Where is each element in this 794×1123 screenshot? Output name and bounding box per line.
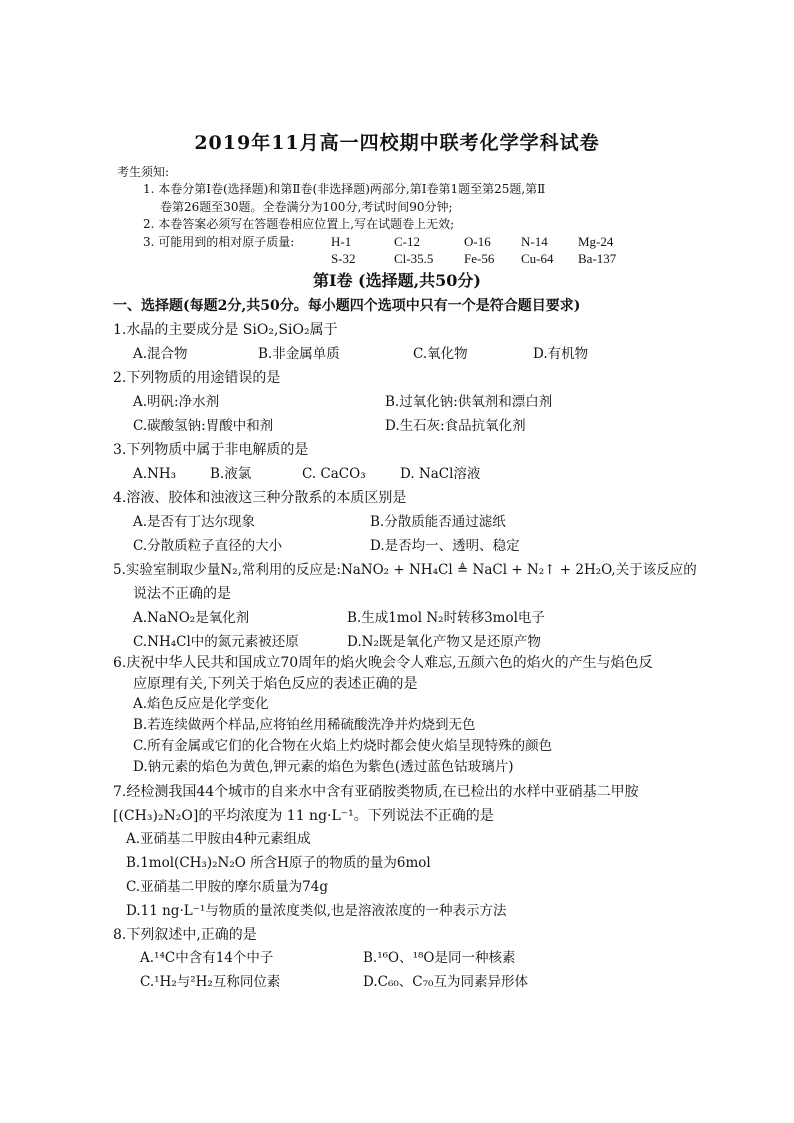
q6-option-c: C.所有金属或它们的化合物在火焰上灼烧时都会使火焰呈现特殊的颜色 — [133, 738, 553, 754]
q8-option-c: C.¹H₂与²H₂互称同位素 — [140, 974, 281, 990]
question-7-stem-cont: [(CH₃)₂N₂O]的平均浓度为 11 ng·L⁻¹。下列说法不正确的是 — [113, 808, 494, 824]
question-2-stem: 2.下列物质的用途错误的是 — [113, 370, 281, 386]
question-5-stem-cont: 说法不正确的是 — [133, 586, 231, 602]
mass-mg: Mg-24 — [578, 234, 614, 249]
question-1-stem: 1.水晶的主要成分是 SiO₂,SiO₂属于 — [113, 322, 338, 338]
q3-option-a: A.NH₃ — [133, 466, 177, 482]
q8-option-b: B.¹⁶O、¹⁸O是同一种核素 — [363, 950, 516, 966]
q4-option-b: B.分散质能否通过滤纸 — [370, 514, 506, 530]
question-3-stem: 3.下列物质中属于非电解质的是 — [113, 442, 309, 458]
q2-option-d: D.生石灰:食品抗氧化剂 — [385, 418, 526, 434]
question-5-stem: 5.实验室制取少量N₂,常利用的反应是:NaNO₂ + NH₄Cl ≜ NaCl + N₂↑ + 2H₂O,关于该反应的 — [113, 562, 697, 578]
q6-option-d: D.钠元素的焰色为黄色,钾元素的焰色为紫色(透过蓝色钴玻璃片) — [133, 759, 514, 775]
section-title: 第Ⅰ卷 (选择题,共50分) — [312, 271, 482, 290]
q2-option-c: C.碳酸氢钠:胃酸中和剂 — [133, 418, 274, 434]
notice-heading: 考生须知: — [117, 165, 170, 179]
mass-c: C-12 — [394, 234, 420, 249]
q7-option-a: A.亚硝基二甲胺由4种元素组成 — [126, 831, 311, 847]
q1-option-a: A.混合物 — [133, 346, 188, 362]
question-6-stem: 6.庆祝中华人民共和国成立70周年的焰火晚会令人难忘,五颜六色的焰火的产生与焰色反 — [113, 655, 653, 671]
question-6-stem-cont: 应原理有关,下列关于焰色反应的表述正确的是 — [133, 676, 418, 692]
question-4-stem: 4.溶液、胶体和浊液这三种分散系的本质区别是 — [113, 490, 407, 506]
exam-title: 2019年11月高一四校期中联考化学学科试卷 — [194, 132, 600, 154]
notice-item-1-cont: 卷第26题至30题。全卷满分为100分,考试时间90分钟; — [160, 200, 453, 214]
q6-option-a: A.焰色反应是化学变化 — [133, 696, 269, 712]
q3-option-b: B.液氯 — [210, 466, 252, 482]
mass-cu: Cu-64 — [521, 251, 554, 266]
mass-o: O-16 — [464, 234, 491, 249]
mass-fe: Fe-56 — [464, 251, 495, 266]
q2-option-a: A.明矾:净水剂 — [133, 394, 220, 410]
q5-option-b: B.生成1mol N₂时转移3mol电子 — [347, 610, 545, 626]
q1-option-b: B.非金属单质 — [258, 346, 340, 362]
mass-h: H-1 — [331, 234, 352, 249]
mass-n: N-14 — [521, 234, 548, 249]
q5-option-d: D.N₂既是氧化产物又是还原产物 — [347, 634, 541, 650]
part-heading: 一、选择题(每题2分,共50分。每小题四个选项中只有一个是符合题目要求) — [113, 298, 581, 314]
q4-option-c: C.分散质粒子直径的大小 — [133, 538, 283, 554]
notice-item-1: 1. 本卷分第Ⅰ卷(选择题)和第Ⅱ卷(非选择题)两部分,第Ⅰ卷第1题至第25题,第Ⅱ — [143, 182, 546, 196]
mass-ba: Ba-137 — [578, 251, 617, 266]
q2-option-b: B.过氧化钠:供氧剂和漂白剂 — [385, 394, 553, 410]
mass-cl: Cl-35.5 — [394, 251, 434, 266]
notice-item-2: 2. 本卷答案必须写在答题卷相应位置上,写在试题卷上无效; — [143, 217, 455, 231]
q4-option-a: A.是否有丁达尔现象 — [133, 514, 256, 530]
mass-s: S-32 — [331, 251, 356, 266]
q8-option-d: D.C₆₀、C₇₀互为同素异形体 — [363, 974, 528, 990]
notice-item-3: 3. 可能用到的相对原子质量: — [143, 235, 295, 249]
q5-option-a: A.NaNO₂是氧化剂 — [133, 610, 250, 626]
q1-option-c: C.氧化物 — [413, 346, 468, 362]
q8-option-a: A.¹⁴C中含有14个中子 — [140, 950, 274, 966]
q1-option-d: D.有机物 — [533, 346, 589, 362]
q5-option-c: C.NH₄Cl中的氮元素被还原 — [133, 634, 299, 650]
question-7-stem: 7.经检测我国44个城市的自来水中含有亚硝胺类物质,在已检出的水样中亚硝基二甲胺 — [113, 784, 639, 800]
q6-option-b: B.若连续做两个样品,应将铂丝用稀硫酸洗净并灼烧到无色 — [133, 717, 476, 733]
q3-option-d: D. NaCl溶液 — [400, 466, 481, 482]
q4-option-d: D.是否均一、透明、稳定 — [370, 538, 520, 554]
q7-option-d: D.11 ng·L⁻¹与物质的量浓度类似,也是溶液浓度的一种表示方法 — [126, 903, 507, 919]
q7-option-b: B.1mol(CH₃)₂N₂O 所含H原子的物质的量为6mol — [126, 855, 431, 871]
q7-option-c: C.亚硝基二甲胺的摩尔质量为74g — [126, 879, 328, 895]
question-8-stem: 8.下列叙述中,正确的是 — [113, 927, 257, 943]
q3-option-c: C. CaCO₃ — [302, 466, 366, 482]
